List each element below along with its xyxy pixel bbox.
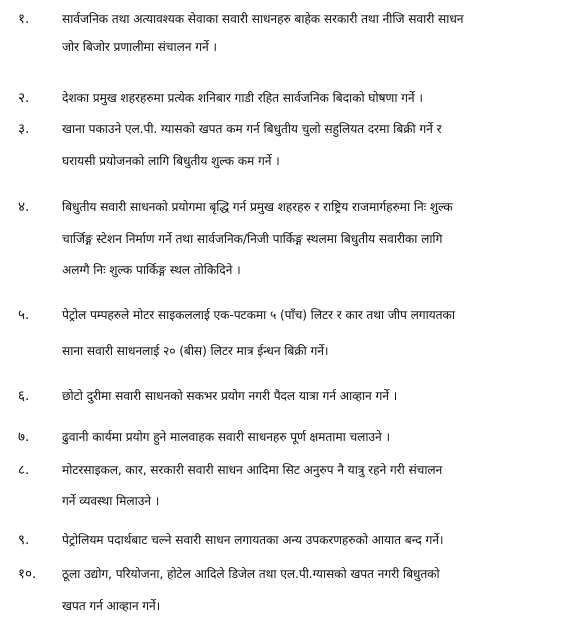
item-text-line: ठूला उद्योग, परियोजना, होटेल आदिले डिजेल तथा एल.पी.ग्यासको खपत नगरी बिधुतको <box>62 567 440 581</box>
item-text-line: पेट्रोलियम पदार्थबाट चल्ने सवारी साधन लगायतका अन्य उपकरणहरुको आयात बन्द गर्ने। <box>62 533 444 547</box>
item-text-line: मोटरसाइकल, कार, सरकारी सवारी साधन आदिमा सिट अनुरुप नै यात्रु रहने गरी संचालन <box>62 463 443 477</box>
item-number: १. <box>18 11 30 27</box>
item-number: ६. <box>18 388 30 404</box>
item-text-line: चार्जिङ्ग स्टेशन निर्माण गर्ने तथा सार्वजनिक/निजी पार्किङ्ग स्थलमा बिधुतीय सवारीका लागि <box>62 232 443 246</box>
item-text-line: छोटो दुरीमा सवारी साधनको सकभर प्रयोग नगरी पैदल यात्रा गर्न आव्हान गर्ने । <box>62 389 398 403</box>
item-text-line: ढुवानी कार्यमा प्रयोग हुने मालवाहक सवारी साधनहरु पूर्ण क्षमतामा चलाउने । <box>62 430 390 444</box>
item-number: २. <box>18 90 30 106</box>
item-text-line: खाना पकाउने एल.पी. ग्यासको खपत कम गर्न बिधुतीय चुलो सहुलियत दरमा बिक्री गर्ने र <box>62 122 442 136</box>
item-number: ५. <box>18 307 30 323</box>
item-text-line: घरायसी प्रयोजनको लागि बिधुतीय शुल्क कम गर्ने । <box>62 154 280 168</box>
item-number: ३. <box>18 121 30 137</box>
item-text-line: देशका प्रमुख शहरहरुमा प्रत्येक शनिबार गाडी रहित सार्वजनिक बिदाको घोषणा गर्ने । <box>62 91 423 105</box>
item-text-line: बिधुतीय सवारी साधनको प्रयोगमा बृद्धि गर्न प्रमुख शहरहरु र राष्ट्रिय राजमार्गहरुमा निः शुल्क <box>62 200 453 214</box>
item-number: १०. <box>18 566 37 582</box>
item-number: ४. <box>18 199 30 215</box>
item-number: ९. <box>18 532 30 548</box>
item-text-line: साना सवारी साधनलाई २० (बीस) लिटर मात्र ईन्धन बिक्री गर्ने। <box>62 344 329 358</box>
item-text-line: अलग्गै निः शुल्क पार्किङ्ग स्थल तोकिदिने । <box>62 263 241 277</box>
item-number: ८. <box>18 462 30 478</box>
item-text-line: जोर बिजोर प्रणालीमा संचालन गर्ने । <box>62 40 217 54</box>
item-text-line: गर्ने व्यवस्था मिलाउने । <box>62 494 160 508</box>
item-text-line: सार्वजनिक तथा अत्यावश्यक सेवाका सवारी साधनहरु बाहेक सरकारी तथा नीजि सवारी साधन <box>62 12 464 26</box>
item-text-line: खपत गर्न आव्हान गर्ने। <box>62 599 161 613</box>
item-text-line: पेट्रोल पम्पहरुले मोटर साइकललाई एक-पटकमा ५ (पाँच) लिटर र कार तथा जीप लगायतका <box>62 308 455 322</box>
item-number: ७. <box>18 429 30 445</box>
